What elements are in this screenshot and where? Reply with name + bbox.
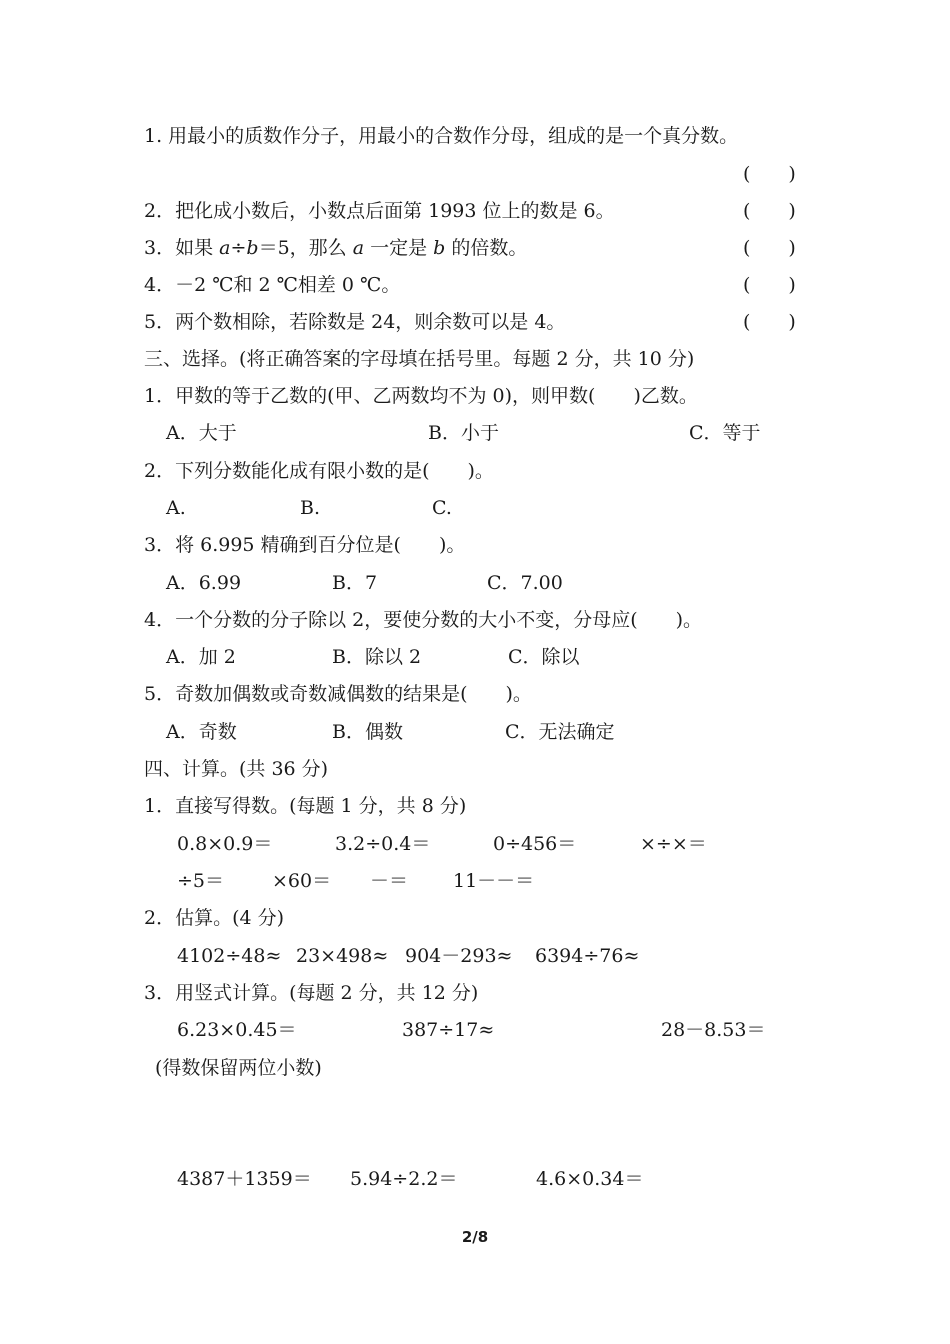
choice-q5-option-a[interactable]: A．奇数: [166, 721, 237, 743]
judge-q3-op: ÷: [230, 237, 247, 259]
judge-q3-post: 的倍数。: [445, 237, 528, 259]
calc-s2-item[interactable]: 6394÷76≈: [535, 945, 640, 967]
calc-s1-title: 1．直接写得数。(每题 1 分，共 8 分): [144, 795, 467, 817]
calc-s3-item[interactable]: 28－8.53＝: [661, 1019, 766, 1041]
page-total: 8: [477, 1228, 489, 1246]
judge-q5-text: 5．两个数相除，若除数是 24，则余数可以是 4。: [144, 311, 566, 333]
choice-q2-text: 2．下列分数能化成有限小数的是( )。: [144, 460, 494, 482]
choice-q3-option-a[interactable]: A．6.99: [166, 572, 242, 594]
calc-s1-item[interactable]: 0.8×0.9＝: [177, 833, 273, 855]
calc-s1-item[interactable]: ÷5＝: [177, 870, 225, 892]
calc-s3-note: (得数保留两位小数): [155, 1057, 322, 1079]
judge-q1-text: 1. 用最小的质数作分子，用最小的合数作分母，组成的是一个真分数。: [144, 125, 739, 147]
judge-q3-text: [144, 233, 527, 263]
choice-q3-option-b[interactable]: B．7: [332, 572, 378, 594]
choice-q5-option-c[interactable]: C．无法确定: [505, 721, 615, 743]
calc-s3-item[interactable]: 4387＋1359＝: [177, 1168, 312, 1190]
judge-q3-mid2: 一定是: [364, 237, 434, 259]
choice-q5-text: 5．奇数加偶数或奇数减偶数的结果是( )。: [144, 683, 532, 705]
calc-s2-item[interactable]: 23×498≈: [296, 945, 389, 967]
calc-s1-item[interactable]: 3.2÷0.4＝: [335, 833, 431, 855]
page-number: [0, 1228, 950, 1246]
judge-q3-var-a2: a: [352, 237, 365, 259]
calc-s3-item[interactable]: 4.6×0.34＝: [536, 1168, 644, 1190]
judge-q3-var-a: a: [219, 237, 231, 259]
calc-s1-item[interactable]: 0÷456＝: [493, 833, 577, 855]
choice-heading: 三、选择。(将正确答案的字母填在括号里。每题 2 分，共 10 分): [144, 348, 695, 370]
choice-q1-text: 1．甲数的等于乙数的(甲、乙两数均不为 0)，则甲数( )乙数。: [144, 385, 698, 407]
calc-s3-item[interactable]: 6.23×0.45＝: [177, 1019, 297, 1041]
judge-q3-var-b2: b: [433, 237, 446, 259]
choice-q1-option-a[interactable]: A．大于: [166, 422, 237, 444]
judge-q3-paren[interactable]: ( ): [743, 237, 796, 259]
choice-q4-option-c[interactable]: C．除以: [508, 646, 580, 668]
calc-s2-item[interactable]: 904－293≈: [405, 945, 513, 967]
judge-q4-paren[interactable]: ( ): [743, 274, 796, 296]
judge-q2-paren[interactable]: ( ): [743, 200, 796, 222]
calc-s2-item[interactable]: 4102÷48≈: [177, 945, 282, 967]
choice-q3-text: 3．将 6.995 精确到百分位是( )。: [144, 534, 466, 556]
calc-s3-item[interactable]: 387÷17≈: [402, 1019, 495, 1041]
judge-q3-var-b: b: [246, 237, 259, 259]
judge-q4-text: 4．－2 ℃和 2 ℃相差 0 ℃。: [144, 274, 401, 296]
calc-s3-title: 3．用竖式计算。(每题 2 分，共 12 分): [144, 982, 479, 1004]
choice-q2-option-c[interactable]: C.: [432, 497, 452, 519]
calc-s3-item[interactable]: 5.94÷2.2＝: [350, 1168, 458, 1190]
choice-q3-option-c[interactable]: C．7.00: [487, 572, 563, 594]
choice-q4-option-a[interactable]: A．加 2: [166, 646, 236, 668]
choice-q4-option-b[interactable]: B．除以 2: [332, 646, 422, 668]
choice-q2-option-b[interactable]: B.: [300, 497, 321, 519]
choice-q5-option-b[interactable]: B．偶数: [332, 721, 403, 743]
page-separator: /: [472, 1228, 478, 1246]
judge-q3-mid: ＝5，那么: [258, 237, 353, 259]
choice-q2-option-a[interactable]: A.: [166, 497, 186, 519]
page-current: 2: [461, 1228, 473, 1246]
judge-q5-paren[interactable]: ( ): [743, 311, 796, 333]
calc-s1-item[interactable]: 11－－＝: [453, 870, 535, 892]
calc-heading: 四、计算。(共 36 分): [144, 758, 329, 780]
choice-q4-text: 4．一个分数的分子除以 2，要使分数的大小不变，分母应( )。: [144, 609, 703, 631]
choice-q1-option-b[interactable]: B．小于: [428, 422, 499, 444]
calc-s2-title: 2．估算。(4 分): [144, 907, 285, 929]
judge-q2-text: 2．把化成小数后，小数点后面第 1993 位上的数是 6。: [144, 200, 615, 222]
judge-q1-paren[interactable]: ( ): [743, 163, 796, 185]
calc-s1-item[interactable]: －＝: [370, 870, 409, 892]
choice-q1-option-c[interactable]: C．等于: [689, 422, 761, 444]
calc-s1-item[interactable]: ×60＝: [272, 870, 332, 892]
judge-q3-pre: 3．如果: [144, 237, 220, 259]
calc-s1-item[interactable]: ×÷×＝: [640, 833, 707, 855]
